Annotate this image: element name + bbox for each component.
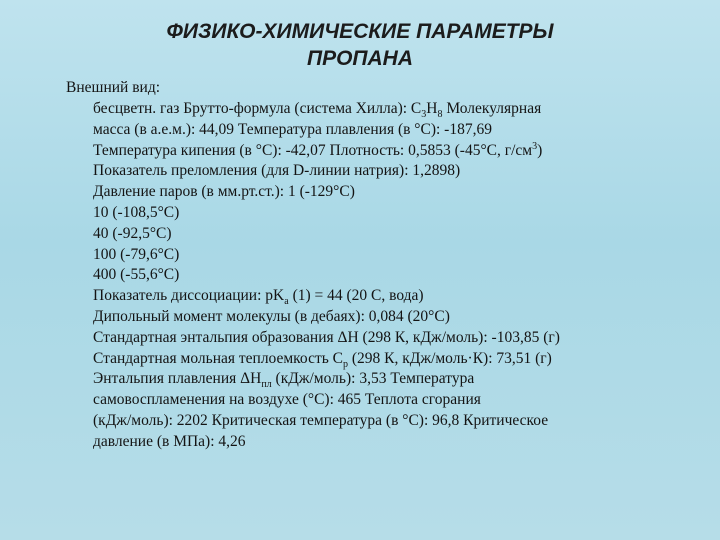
text-line: Давление паров (в мм.рт.ст.): 1 (-129°C) <box>93 183 355 201</box>
slide-title <box>60 18 660 72</box>
parameters-text <box>93 99 653 453</box>
text-segment: Температура кипения (в °C): -42,07 Плотность: 0,5853 (-45°C, г/см <box>93 141 533 159</box>
subscript: 8 <box>437 109 443 121</box>
text-line: 400 (-55,6°C) <box>93 266 180 284</box>
text-line: масса (в а.е.м.): 44,09 Температура плавления (в °C): -187,69 <box>93 120 492 138</box>
text-segment: Стандартная мольная теплоемкость C <box>93 349 343 367</box>
text-line <box>93 99 653 120</box>
text-segment: (298 К, кДж/моль·К): 73,51 (г) <box>348 349 552 367</box>
text-line: самовоспламенения на воздухе (°C): 465 Теплота сгорания <box>93 391 481 409</box>
text-line: Стандартная энтальпия образования ΔH (298 К, кДж/моль): -103,85 (г) <box>93 328 560 346</box>
text-line: 100 (-79,6°C) <box>93 245 180 263</box>
text-segment: ) <box>537 141 543 159</box>
text-line <box>93 286 653 307</box>
title-line-1: ФИЗИКО-ХИМИЧЕСКИЕ ПАРАМЕТРЫ <box>166 20 554 43</box>
title-line-2: ПРОПАНА <box>306 47 414 70</box>
superscript: 3 <box>532 140 538 152</box>
text-segment: Энтальпия плавления ΔH <box>93 370 262 388</box>
text-line: Показатель преломления (для D-линии натрия): 1,2898) <box>93 162 461 180</box>
text-segment: H <box>426 100 438 117</box>
text-line <box>93 349 653 370</box>
text-segment: Молекулярная <box>442 100 542 117</box>
text-segment: (кДж/моль): 3,53 Температура <box>271 370 475 388</box>
subscript: 3 <box>421 109 427 121</box>
appearance-label: Внешний вид: <box>66 79 161 96</box>
text-line: (кДж/моль): 2202 Критическая температура (в °C): 96,8 Критическое <box>93 411 549 429</box>
text-segment: (1) = 44 (20 C, вода) <box>288 287 424 305</box>
text-line: 10 (-108,5°C) <box>93 203 180 221</box>
subscript: a <box>284 296 289 308</box>
text-line: Дипольный момент молекулы (в дебаях): 0,084 (20°C) <box>93 307 450 325</box>
text-segment: Показатель диссоциации: pK <box>93 287 285 305</box>
text-line: 40 (-92,5°C) <box>93 224 172 242</box>
subscript: пл <box>261 379 272 391</box>
text-segment: бесцветн. газ Брутто-формула (система Хилла): C <box>93 100 422 117</box>
subscript: p <box>343 358 348 370</box>
text-line: давление (в МПа): 4,26 <box>93 432 246 450</box>
text-line <box>93 369 653 390</box>
text-line <box>93 141 653 162</box>
